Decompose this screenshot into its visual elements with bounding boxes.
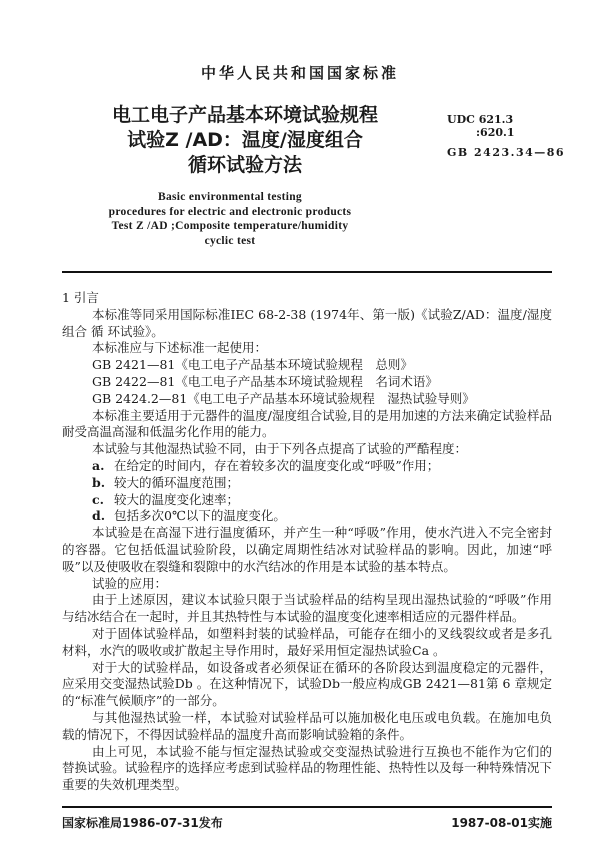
reference-standard: GB 2421—81《电工电子产品基本环境试验规程 总则》 bbox=[92, 357, 413, 373]
list-item-text: 较大的温度变化速率； bbox=[114, 491, 240, 507]
document-title-en bbox=[80, 190, 380, 248]
title-en-line: cyclic test bbox=[204, 234, 256, 247]
footer-divider bbox=[62, 806, 552, 808]
paragraph: 本标准等同采用国际标准IEC 68-2-38 (1974年、第一版)《试验Z/AD：温度/湿度组合 循 环试验》。 bbox=[62, 306, 552, 339]
list-item-text: 在给定的时间内，存在着较多次的温度变化或“呼吸”作用； bbox=[114, 457, 440, 473]
effective-date: 1987-08-01实施 bbox=[451, 815, 552, 830]
title-cn-line: 电工电子产品基本环境试验规程 bbox=[111, 104, 378, 126]
paragraph: 对于固体试验样品，如塑料封装的试验样品，可能存在细小的叉线裂纹或者是多孔材料，水汽的吸收或扩散起主导作用时，最好采用恒定湿热试验Ca 。 bbox=[62, 625, 552, 658]
title-en-line: procedures for electric and electronic products bbox=[108, 205, 352, 218]
list-marker: c. bbox=[92, 491, 104, 507]
document-title-cn bbox=[80, 103, 410, 178]
national-standard-heading: 中华人民共和国国家标准 bbox=[200, 64, 399, 82]
section-heading: 1 引言 bbox=[62, 290, 99, 305]
paragraph: 本试验是在高湿下进行温度循环，并产生一种“呼吸”作用，使水汽进入不完全密封的容器。它包括低温试验阶段，以确定周期性结冰对试验样品的影响。因此，加速“呼吸”以及使吸收在裂缝和裂隙中的水汽结冰的作用是本试验的基本特点。 bbox=[62, 525, 552, 574]
list-item bbox=[62, 508, 552, 525]
gb-standard-number: GB 2423.34—86 bbox=[447, 146, 566, 159]
paragraph: 本标准应与下述标准一起使用： bbox=[92, 340, 268, 356]
udc-line1: UDC 621.3 bbox=[447, 113, 514, 126]
paragraph: 本标准主要适用于元器件的温度/湿度组合试验,目的是用加速的方法来确定试验样品耐受高温高湿和低温劣化作用的能力。 bbox=[62, 407, 552, 440]
reference-standard: GB 2422—81《电工电子产品基本环境试验规程 名词术语》 bbox=[92, 373, 438, 389]
paragraph: 本试验与其他湿热试验不同，由于下列各点提高了试验的严酷程度： bbox=[92, 441, 468, 457]
title-en-line: Test Z /AD ;Composite temperature/humidity bbox=[111, 220, 349, 232]
paragraph: 对于大的试验样品，如设备或者必须保证在循环的各阶段达到温度稳定的元器件，应采用交变湿热试验Db 。在这种情况下，试验Db一般应构成GB 2421—81第 6 章规定的“标准气候顺序”的一部分。 bbox=[62, 659, 552, 709]
document-content bbox=[62, 290, 552, 831]
paragraph: 由于上述原因，建议本试验只限于当试验样品的结构呈现出湿热试验的“呼吸”作用与结冰结合在一起时，并且其热特性与本试验的温度变化速率相适应的元器件样品。 bbox=[62, 592, 552, 625]
list-item bbox=[62, 475, 552, 492]
issue-date: 国家标准局1986-07-31发布 bbox=[62, 815, 223, 830]
paragraph: 与其他湿热试验一样，本试验对试验样品可以施加极化电压或电负载。在施加电负载的情况下，不得因试验样品的温度升高而影响试验箱的条件。 bbox=[62, 709, 552, 742]
list-marker: a. bbox=[92, 457, 105, 473]
header-divider bbox=[62, 271, 552, 273]
list-item bbox=[62, 458, 552, 475]
list-marker: b. bbox=[92, 474, 106, 490]
reference-standard: GB 2424.2—81《电工电子产品基本环境试验规程 湿热试验导则》 bbox=[92, 390, 475, 406]
title-cn-line: 试验Z /AD：温度/湿度组合 bbox=[127, 129, 363, 151]
paragraph: 试验的应用： bbox=[92, 575, 168, 591]
list-item-text: 较大的循环温度范围； bbox=[114, 474, 240, 490]
title-en-line: Basic environmental testing bbox=[158, 191, 302, 203]
list-item-text: 包括多次0℃以下的温度变化。 bbox=[114, 508, 286, 524]
footer bbox=[62, 815, 552, 831]
document-body bbox=[62, 290, 552, 794]
list-item bbox=[62, 492, 552, 509]
title-cn-line: 循环试验方法 bbox=[187, 154, 302, 176]
paragraph: 由上可见，本试验不能与恒定湿热试验或交变湿热试验进行互换也不能作为它们的替换试验。试验程序的选择应考虑到试验样品的物理性能、热特性以及每一种特殊情况下重要的失效机理类型。 bbox=[62, 743, 552, 793]
udc-line2: :620.1 bbox=[476, 126, 515, 139]
list-marker: d. bbox=[92, 508, 106, 524]
udc-code bbox=[447, 113, 515, 139]
